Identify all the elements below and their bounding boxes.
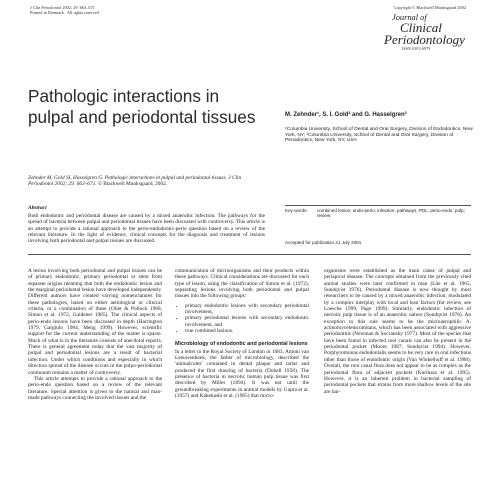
citation-copyright: © Blackwell Munksgaard, 2002. [96, 181, 168, 188]
citation [28, 175, 253, 188]
article-title: Pathologic interactions in pulpal and periodontal tissues [28, 86, 256, 127]
paragraph: This article attempts to provide a rational approach to the perio-endo question based on a review of the relevant literature. Special attention is given to the natural and man-made pathways connecting the involved tissues and the [28, 375, 162, 401]
abstract-heading: Abstract [28, 205, 47, 211]
keywords [285, 208, 465, 219]
keywords-label: Key words: [285, 208, 308, 213]
paragraph: In a letter to the Royal Society of London in 1683, Antoni van Leeuwenhoek, the father of microbiology, described the 'animalcules' contained in dental plaque and tartar and produced the first drawing of bacteria (Dobell 1958). The presence of bacteria in necrotic human pulp tissue was first described by Miller (1894). It was not until the groundbreaking experiments in animal models by Gupta et al. (1957) and Kakehashi et al. (1965) that micro- [175, 348, 309, 400]
logo-line-3: Periodontology [384, 32, 465, 47]
running-header [30, 5, 230, 15]
journal-line: J Clin Periodontol 2002; 29: 663–671 [30, 5, 95, 10]
author-list: M. Zehnder¹, S. I. Gold² and G. Hasselgren³ [285, 112, 407, 118]
list-item: • true combined lesions. [185, 328, 309, 334]
body-column-2 [175, 268, 309, 399]
paragraph: organisms were established as the main cause of pulpal and periapical disease. The concepts obtained from the previously cited animal studies were later confirmed in man (Löe et al. 1965, Sundqvist 1976). Periodontal disease is now thought by most researchers to be caused by a mixed anaerobic infection, modulated by a complex interplay with local and host factors (for review, see Loesche 1999, Page 1999). Similarly, endodontic infection of necrotic pulp tissue is of an anaerobic nature (Sundqvist 1976). An exception to this rule seems to be the microaerophilic A. actinomycetemcomitans, which has been associated with aggressive periodontitis (Newman & Socransky 1977). Most of the species that have been found in infected root canals can also be present in the periodontal pocket (Moore 1987, Sundqvist 1994). However, Porphyromonas endodontalis seems to be very rare in oral infections other than those of endodontic origin (Van Winkelhoff et al. 1988). Overall, the root canal flora does not appear to be as complex as the periodontal flora of adjacent pockets (Kurihara et al. 1995). However, it is an inherent problem in bacterial sampling of periodontal pockets that strains from more shallow levels of the site are har- [324, 268, 471, 395]
accepted-date: Accepted for publication 21 July 2001 [285, 240, 362, 245]
section-divider [28, 254, 471, 255]
citation-text: Zehnder M, Gold SI, Hasselgren G. Pathologic interactions in pulpal and periodontal tissues. J Clin Periodontol 2002; 29: 663–671. [28, 175, 242, 188]
logo-line-1: Journal of [392, 13, 427, 22]
journal-logo [384, 13, 476, 52]
keywords-top-rule [285, 205, 471, 206]
affiliations: ¹Columbia University, School of Dental and Oral Surgery, Division of Endodontics, New York, NY; ²Columbia University, School of Dental and Oral Surgery, Division of Periodontics, New York, NY, USA [285, 127, 473, 144]
list-item: • primary periodontal lesions with secondary endodontic involvement, and [185, 315, 309, 328]
lesion-group-list [175, 303, 309, 335]
copyright-line: Copyright © Blackwell Munksgaard 2002 [393, 5, 466, 10]
printed-line: Printed in Denmark . All rights reserved [30, 10, 99, 15]
keywords-list: combined lesion; endo-perio; infection; pathways; PDL; perio-endo; pulp; review [317, 208, 465, 219]
abstract-text: Both endodontic and periodontal disease are caused by a mixed anaerobic infection. The pathways for the spread of bacteria between pulpal and periodontal tissues have been discussed with controversy. This article is an attempt to provide a rational approach to the perio-endodontic-perio question based on a review of the relevant literature. In the light of evidence, clinical concepts for the diagnosis and treatment of lesions involving both periodontal and pulpal tissues are discussed. [28, 213, 265, 245]
body-column-1 [28, 268, 162, 401]
logo-issn: ISSN 0303-6979 [402, 47, 431, 51]
body-column-3 [324, 268, 471, 395]
section-heading: Microbiology of endodontic and periodontal lesions [175, 341, 308, 348]
paragraph: communication of microorganisms and their products within these pathways. Clinical considerations are discussed for each type of lesion, using the classification of Simon et al. (1972), separating lesions involving both periodontal and pulpal tissues into the following groups: [175, 268, 309, 300]
list-item: • primary endodontic lesions with secondary periodontal involvement, [185, 303, 309, 316]
paragraph: A lesion involving both periodontal and pulpal tissues can be of primary endodontic, primary periodontal or stem from separate origins meaning that both the endodontic lesion and the marginal periodontal lesion have developed independently. Different authors have created varying nomenclatures for these pathologies, based on either aetiological or clinical criteria, or a combination of these (Oliet & Pollock 1968, Simon et al. 1972, Guldener 1985). The clinical aspects of perio-endo lesions have been discussed in depth (Harrington 1979, Gargiulo 1984, Meng 1999). However, scientific support for the current understanding of the matter is sparse. Much of what is in the literature consists of anecdotal reports. There is general agreement today that the vast majority of pulpal and periodontal lesions are a result of bacterial infection. Under which conditions and especially in which direction spread of the disease occurs in the pulpo-periodontal continuum remains a matter of controversy. [28, 268, 162, 376]
logo-line-2: Clinical [400, 20, 442, 35]
